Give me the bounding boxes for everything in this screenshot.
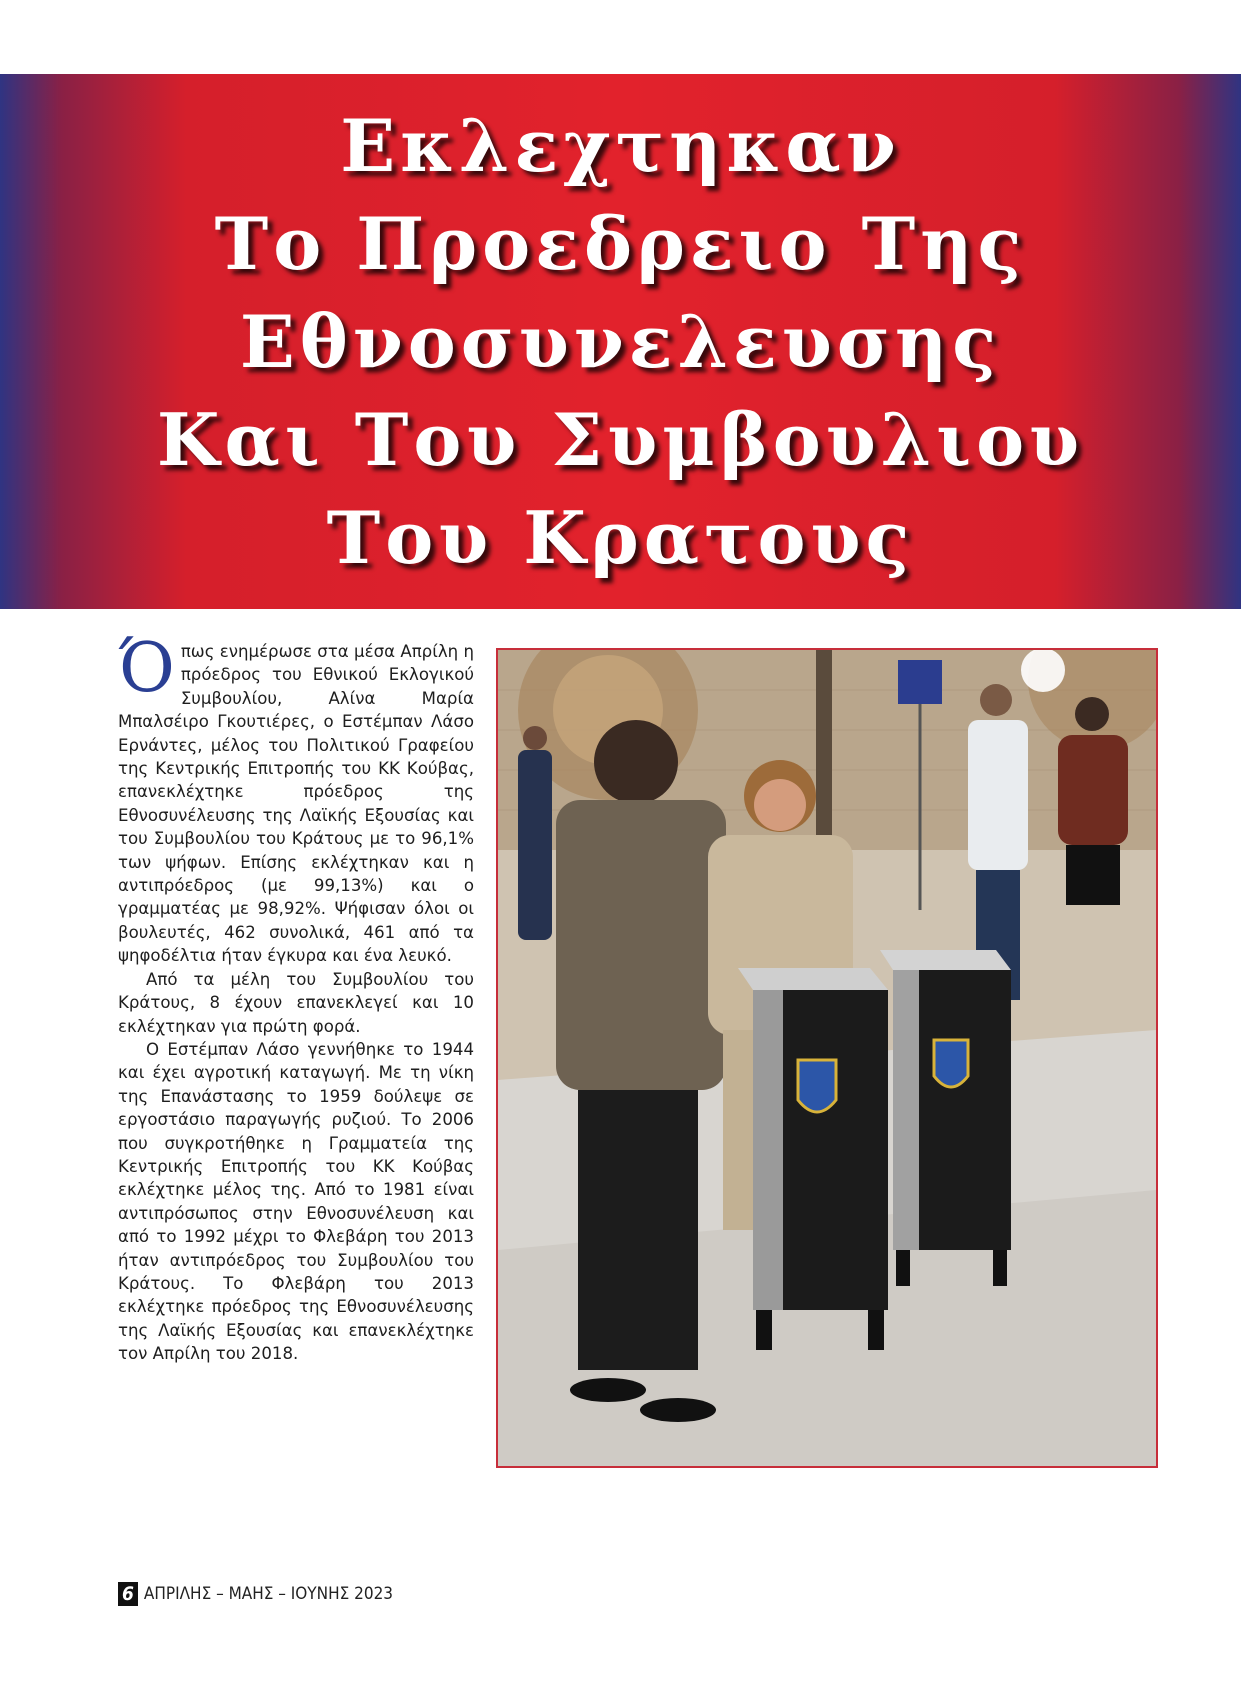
issue-date: ΑΠΡΙΛΗΣ – ΜΑΗΣ – ΙΟΥΝΗΣ 2023	[143, 1584, 394, 1604]
page-footer	[118, 1582, 393, 1606]
article-paragraph-2: Από τα μέλη του Συμβουλίου του Κράτους, 8 έχουν επανεκλεγεί και 10 εκλέχτηκαν για πρώτη φορά.	[118, 969, 474, 1036]
paragraph-1-text: πως ενημέρωσε στα μέσα Απρίλη η πρόεδρος του Εθνικού Εκλογικού Συμβουλίου, Αλίνα Μαρία Μπαλσέιρο Γκουτιέρες, ο Εστέμπαν Λάσο Ερνάντες, μέλος του Πολιτικού Γραφείου της Κεντρικής Επιτροπής του ΚΚ Κούβας, επανεκλέχτηκε πρόεδρος της Εθνοσυνέλευσης της Λαϊκής Εξουσίας και του Συμβουλίου του Κράτους με το 96,1% των ψήφων. Επίσης εκλέχτηκαν και η αντιπρόεδρος (με 99,13%) και ο γραμματέας με 98,92%. Ψήφισαν όλοι οι βουλευτές, 462 συνολικά, 461 από τα ψηφοδέλτια ήταν έγκυρα και ένα λευκό.	[118, 642, 474, 966]
voting-photo	[496, 648, 1158, 1468]
headline-line-2: Το Προεδρειο Της	[214, 200, 1027, 286]
article-body	[118, 629, 474, 1366]
page-number: 6	[118, 1582, 138, 1606]
headline-line-4: Και Του Συμβουλιου	[156, 396, 1085, 482]
voting-scene-illustration	[498, 650, 1156, 1466]
headline-line-5: Του Κρατους	[326, 494, 915, 580]
headline-line-3: Εθνοσυνελευσης	[239, 298, 1002, 384]
headline	[157, 97, 1084, 587]
headline-line-1: Εκλεχτηκαν	[340, 102, 901, 188]
drop-cap: Ό	[118, 629, 175, 708]
article-paragraph-3: Ο Εστέμπαν Λάσο γεννήθηκε το 1944 και έχει αγροτική καταγωγή. Με τη νίκη της Επανάστασης το 1959 δούλεψε σε εργοστάσιο παραγωγής ρυζιού. Το 2006 που συγκροτήθηκε η Γραμματεία της Κεντρικής Επιτροπής του ΚΚ Κούβας εκλέχτηκε μέλος της. Από το 1981 είναι αντιπρόσωπος στην Εθνοσυνέλευση και από το 1992 μέχρι το Φλεβάρη του 2013 ήταν αντιπρόεδρος του Συμβουλίου του Κράτους. Το Φλεβάρη του 2013 εκλέχτηκε πρόεδρος της Εθνοσυνέλευσης της Λαϊκής Εξουσίας και επανεκλέχτηκε τον Απρίλη του 2018.	[118, 1039, 474, 1364]
article-paragraph-1	[118, 629, 474, 968]
headline-banner	[0, 74, 1241, 609]
